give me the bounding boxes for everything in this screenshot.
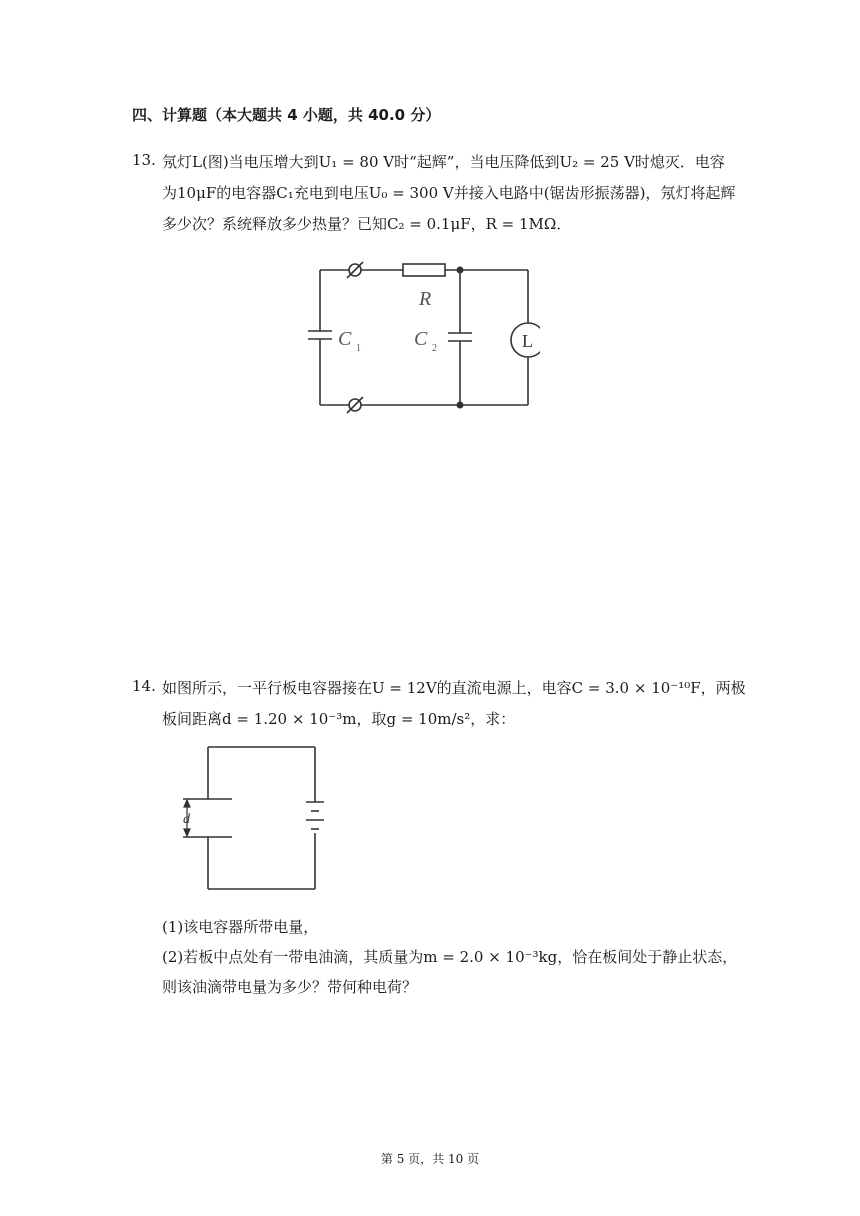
junction-dot <box>457 402 464 409</box>
distance-label: d <box>183 812 190 827</box>
question-14-line-1: 如图所示，一平行板电容器接在U = 12V的直流电源上，电容C = 3.0 × 10⁻¹⁰F，两极 <box>162 679 746 697</box>
question-14-part-2-cont: 则该油滴带电量为多少？带何种电荷？ <box>162 978 418 996</box>
question-13-number: 13. <box>132 151 156 169</box>
question-13-circuit-diagram <box>300 255 540 417</box>
capacitor-c1-label: C <box>338 328 352 350</box>
question-14-part-1: (1)该电容器所带电量， <box>162 918 319 936</box>
question-14-line-2: 板间距离d = 1.20 × 10⁻³m，取g = 10m/s²，求： <box>162 710 516 728</box>
question-14-capacitor-diagram <box>175 742 335 897</box>
question-13-line-1: 氖灯L(图)当电压增大到U₁ = 80 V时“起辉”，当电压降低到U₂ = 25 V时熄灭．电容 <box>162 153 725 171</box>
question-13-line-2: 为10μF的电容器C₁充电到电压U₀ = 300 V并接入电路中(锯齿形振荡器)，氖灯将起辉 <box>162 184 736 202</box>
question-14-part-2: (2)若板中点处有一带电油滴，其质量为m = 2.0 × 10⁻³kg，恰在板间处于静止状态， <box>162 948 738 966</box>
capacitor-c1-subscript: 1 <box>356 343 361 354</box>
page-footer: 第 5 页，共 10 页 <box>380 1152 480 1166</box>
section-title: 四、计算题（本大题共 4 小题，共 40.0 分） <box>132 106 441 124</box>
capacitor-c2-subscript: 2 <box>432 343 437 354</box>
question-14-number: 14. <box>132 677 156 695</box>
junction-dot <box>457 267 464 274</box>
lamp-label: L <box>522 331 533 351</box>
resistor-label: R <box>419 288 432 310</box>
capacitor-c2-label: C <box>414 328 428 350</box>
question-13-line-3: 多少次？系统释放多少热量？已知C₂ = 0.1μF，R = 1MΩ． <box>162 215 572 233</box>
